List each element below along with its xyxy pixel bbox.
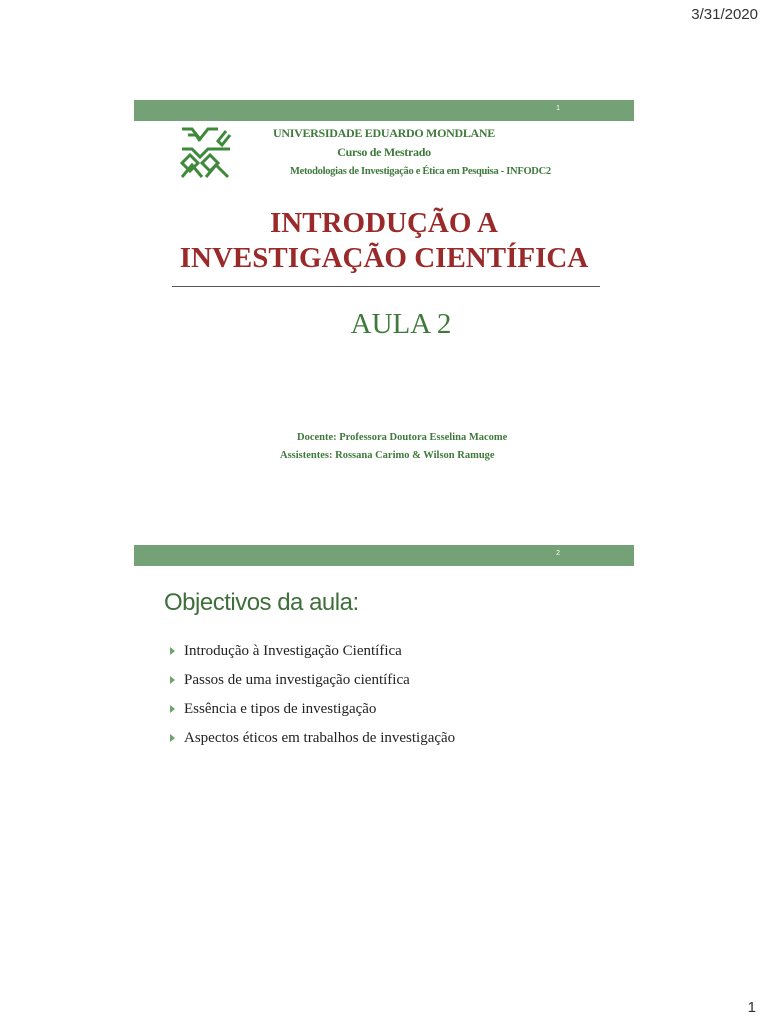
slide-title-line2: INVESTIGAÇÃO CIENTÍFICA xyxy=(179,242,589,274)
title-divider xyxy=(172,286,600,287)
slide-header-bar xyxy=(134,100,634,121)
list-item xyxy=(170,730,455,759)
objective-text: Essência e tipos de investigação xyxy=(184,701,377,717)
page-number: 1 xyxy=(747,999,756,1016)
slide-header-bar xyxy=(134,545,634,566)
slide-2 xyxy=(134,545,634,945)
triangle-bullet-icon xyxy=(170,676,175,684)
slide-1 xyxy=(134,100,634,500)
lecture-label: AULA 2 xyxy=(350,308,452,340)
objectives-list xyxy=(170,643,455,759)
university-name: UNIVERSIDADE EDUARDO MONDLANE xyxy=(273,126,495,140)
objective-text: Aspectos éticos em trabalhos de investigação xyxy=(184,730,456,746)
slide-number: 2 xyxy=(556,550,560,557)
list-item xyxy=(170,672,455,701)
slide-number: 1 xyxy=(556,105,560,112)
docente-credit: Docente: Professora Doutora Esselina Macome xyxy=(297,432,508,443)
triangle-bullet-icon xyxy=(170,734,175,742)
course-name: Curso de Mestrado xyxy=(337,145,431,159)
print-date: 3/31/2020 xyxy=(691,6,758,23)
triangle-bullet-icon xyxy=(170,705,175,713)
objective-text: Passos de uma investigação científica xyxy=(184,672,410,688)
triangle-bullet-icon xyxy=(170,647,175,655)
objective-text: Introdução à Investigação Científica xyxy=(184,643,402,659)
list-item xyxy=(170,701,455,730)
assistentes-credit: Assistentes: Rossana Carimo & Wilson Ramuge xyxy=(280,450,495,461)
slide-heading: Objectivos da aula: xyxy=(164,589,359,616)
subject-name: Metodologias de Investigação e Ética em Pesquisa - INFODC2 xyxy=(290,166,551,177)
slide-title-line1: INTRODUÇÃO A xyxy=(270,207,498,239)
list-item xyxy=(170,643,455,672)
